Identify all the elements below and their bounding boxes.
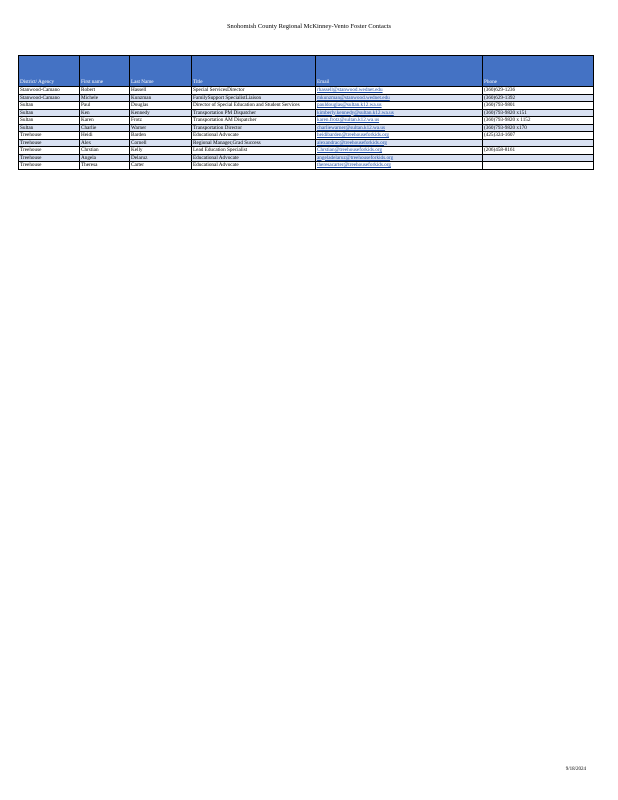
cell-district: Sultan bbox=[19, 117, 80, 125]
cell-district: Sultan bbox=[19, 124, 80, 132]
cell-title: Regional Manager,Grad Success bbox=[192, 139, 316, 147]
table-row bbox=[19, 154, 594, 162]
cell-district: Treehouse bbox=[19, 162, 80, 170]
table-row bbox=[19, 117, 594, 125]
cell-district: Treehouse bbox=[19, 147, 80, 155]
cell-district: Treehouse bbox=[19, 132, 80, 140]
cell-district: Sultan bbox=[19, 102, 80, 110]
cell-email bbox=[316, 124, 483, 132]
cell-email bbox=[316, 132, 483, 140]
table-row bbox=[19, 109, 594, 117]
cell-district: Treehouse bbox=[19, 154, 80, 162]
cell-phone: (360)629-1392 bbox=[483, 94, 594, 102]
cell-last-name: Douglas bbox=[130, 102, 192, 110]
cell-email bbox=[316, 139, 483, 147]
cell-phone: (206)458-8161 bbox=[483, 147, 594, 155]
cell-email bbox=[316, 109, 483, 117]
email-link[interactable]: theresacarter@treehouseforkids.org bbox=[317, 162, 391, 168]
cell-first-name: Karen bbox=[80, 117, 130, 125]
email-link[interactable]: pauldouglas@sultan.k12.wa.us bbox=[317, 102, 382, 108]
cell-email bbox=[316, 102, 483, 110]
cell-last-name: Kelly bbox=[130, 147, 192, 155]
cell-last-name: Warner bbox=[130, 124, 192, 132]
cell-phone: (360)793-9820 x170 bbox=[483, 124, 594, 132]
cell-district: Stanwood-Camano bbox=[19, 94, 80, 102]
column-header-last-name: Last Name bbox=[130, 56, 192, 87]
column-header-phone: Phone bbox=[483, 56, 594, 87]
table-row bbox=[19, 139, 594, 147]
cell-last-name: Frotz bbox=[130, 117, 192, 125]
email-link[interactable]: angeladelaruz@treehouseforkids.org bbox=[317, 154, 394, 161]
cell-phone bbox=[483, 154, 594, 162]
column-header-first-name: First name bbox=[80, 56, 130, 87]
cell-district: Sultan bbox=[19, 109, 80, 117]
column-header-title: Title bbox=[192, 56, 316, 87]
cell-title: Director of Special Education and Student Services bbox=[192, 102, 316, 110]
cell-last-name: Barden bbox=[130, 132, 192, 140]
cell-last-name: Cornell bbox=[130, 139, 192, 147]
cell-email bbox=[316, 87, 483, 95]
table-row bbox=[19, 87, 594, 95]
cell-phone: (360)793-9801 bbox=[483, 102, 594, 110]
email-link[interactable]: karen.frotz@sultan.k12.wa.us bbox=[317, 117, 380, 123]
table-row bbox=[19, 132, 594, 140]
cell-phone: (360)629-1236 bbox=[483, 87, 594, 95]
cell-email bbox=[316, 94, 483, 102]
cell-title: Special ServicesDirector bbox=[192, 87, 316, 95]
table-row bbox=[19, 162, 594, 170]
contacts-table bbox=[18, 55, 594, 170]
cell-district: Stanwood-Camano bbox=[19, 87, 80, 95]
cell-last-name: Kunzman bbox=[130, 94, 192, 102]
cell-first-name: Michele bbox=[80, 94, 130, 102]
cell-email bbox=[316, 162, 483, 170]
cell-first-name: Robert bbox=[80, 87, 130, 95]
cell-phone: (360)793-9820 x151 bbox=[483, 109, 594, 117]
table-row bbox=[19, 147, 594, 155]
cell-title: Educational Advocate bbox=[192, 132, 316, 140]
cell-email bbox=[316, 154, 483, 162]
cell-first-name: Paul bbox=[80, 102, 130, 110]
header-row bbox=[19, 56, 594, 87]
cell-title: FamilySupport SpecialistLiaison bbox=[192, 94, 316, 102]
table-row bbox=[19, 124, 594, 132]
cell-title: Educational Advocate bbox=[192, 162, 316, 170]
email-link[interactable]: Chrstian@treehouseforkids.org bbox=[317, 147, 383, 153]
cell-first-name: Angela bbox=[80, 154, 130, 162]
email-link[interactable]: mkunzman@stanwood.wednet.edu bbox=[317, 94, 390, 101]
cell-first-name: Alex bbox=[80, 139, 130, 147]
cell-first-name: Charlie bbox=[80, 124, 130, 132]
cell-email bbox=[316, 117, 483, 125]
cell-title: Educational Advocate bbox=[192, 154, 316, 162]
cell-title: Transportation PM Dispatcher bbox=[192, 109, 316, 117]
cell-email bbox=[316, 147, 483, 155]
page-title: Snohomish County Regional McKinney-Vento Foster Contacts bbox=[226, 23, 392, 30]
cell-title: Lead Education Specialist bbox=[192, 147, 316, 155]
cell-title: Transportation AM Dispatcher bbox=[192, 117, 316, 125]
cell-title: Transportation Director bbox=[192, 124, 316, 132]
table-row bbox=[19, 102, 594, 110]
cell-last-name: Hassell bbox=[130, 87, 192, 95]
cell-last-name: Carter bbox=[130, 162, 192, 170]
table-row bbox=[19, 94, 594, 102]
footer-date: 9/18/2024 bbox=[565, 767, 586, 772]
email-link[interactable]: heidibarden@treehouseforkids.org bbox=[317, 132, 389, 138]
cell-last-name: Kennedy bbox=[130, 109, 192, 117]
cell-first-name: Ken bbox=[80, 109, 130, 117]
cell-first-name: Theresa bbox=[80, 162, 130, 170]
column-header-email: Email bbox=[316, 56, 483, 87]
column-header-district: District/ Agency bbox=[19, 56, 80, 87]
cell-first-name: Heidi bbox=[80, 132, 130, 140]
cell-district: Treehouse bbox=[19, 139, 80, 147]
table-body bbox=[19, 87, 594, 170]
cell-phone: (425)324-1607 bbox=[483, 132, 594, 140]
email-link[interactable]: kimberly.kennedy@sultan.k12.wa.us bbox=[317, 109, 394, 116]
email-link[interactable]: rhassell@stanwood.wednet.edu bbox=[317, 87, 383, 93]
cell-phone bbox=[483, 139, 594, 147]
email-link[interactable]: alexandrac@treehouseforkids.org bbox=[317, 139, 387, 146]
email-link[interactable]: charliewarner@sultan.k12.wa.us bbox=[317, 124, 386, 131]
cell-phone bbox=[483, 162, 594, 170]
cell-first-name: Chrstian bbox=[80, 147, 130, 155]
cell-phone: (360)793-9820 x 1152 bbox=[483, 117, 594, 125]
cell-last-name: Delaruz bbox=[130, 154, 192, 162]
